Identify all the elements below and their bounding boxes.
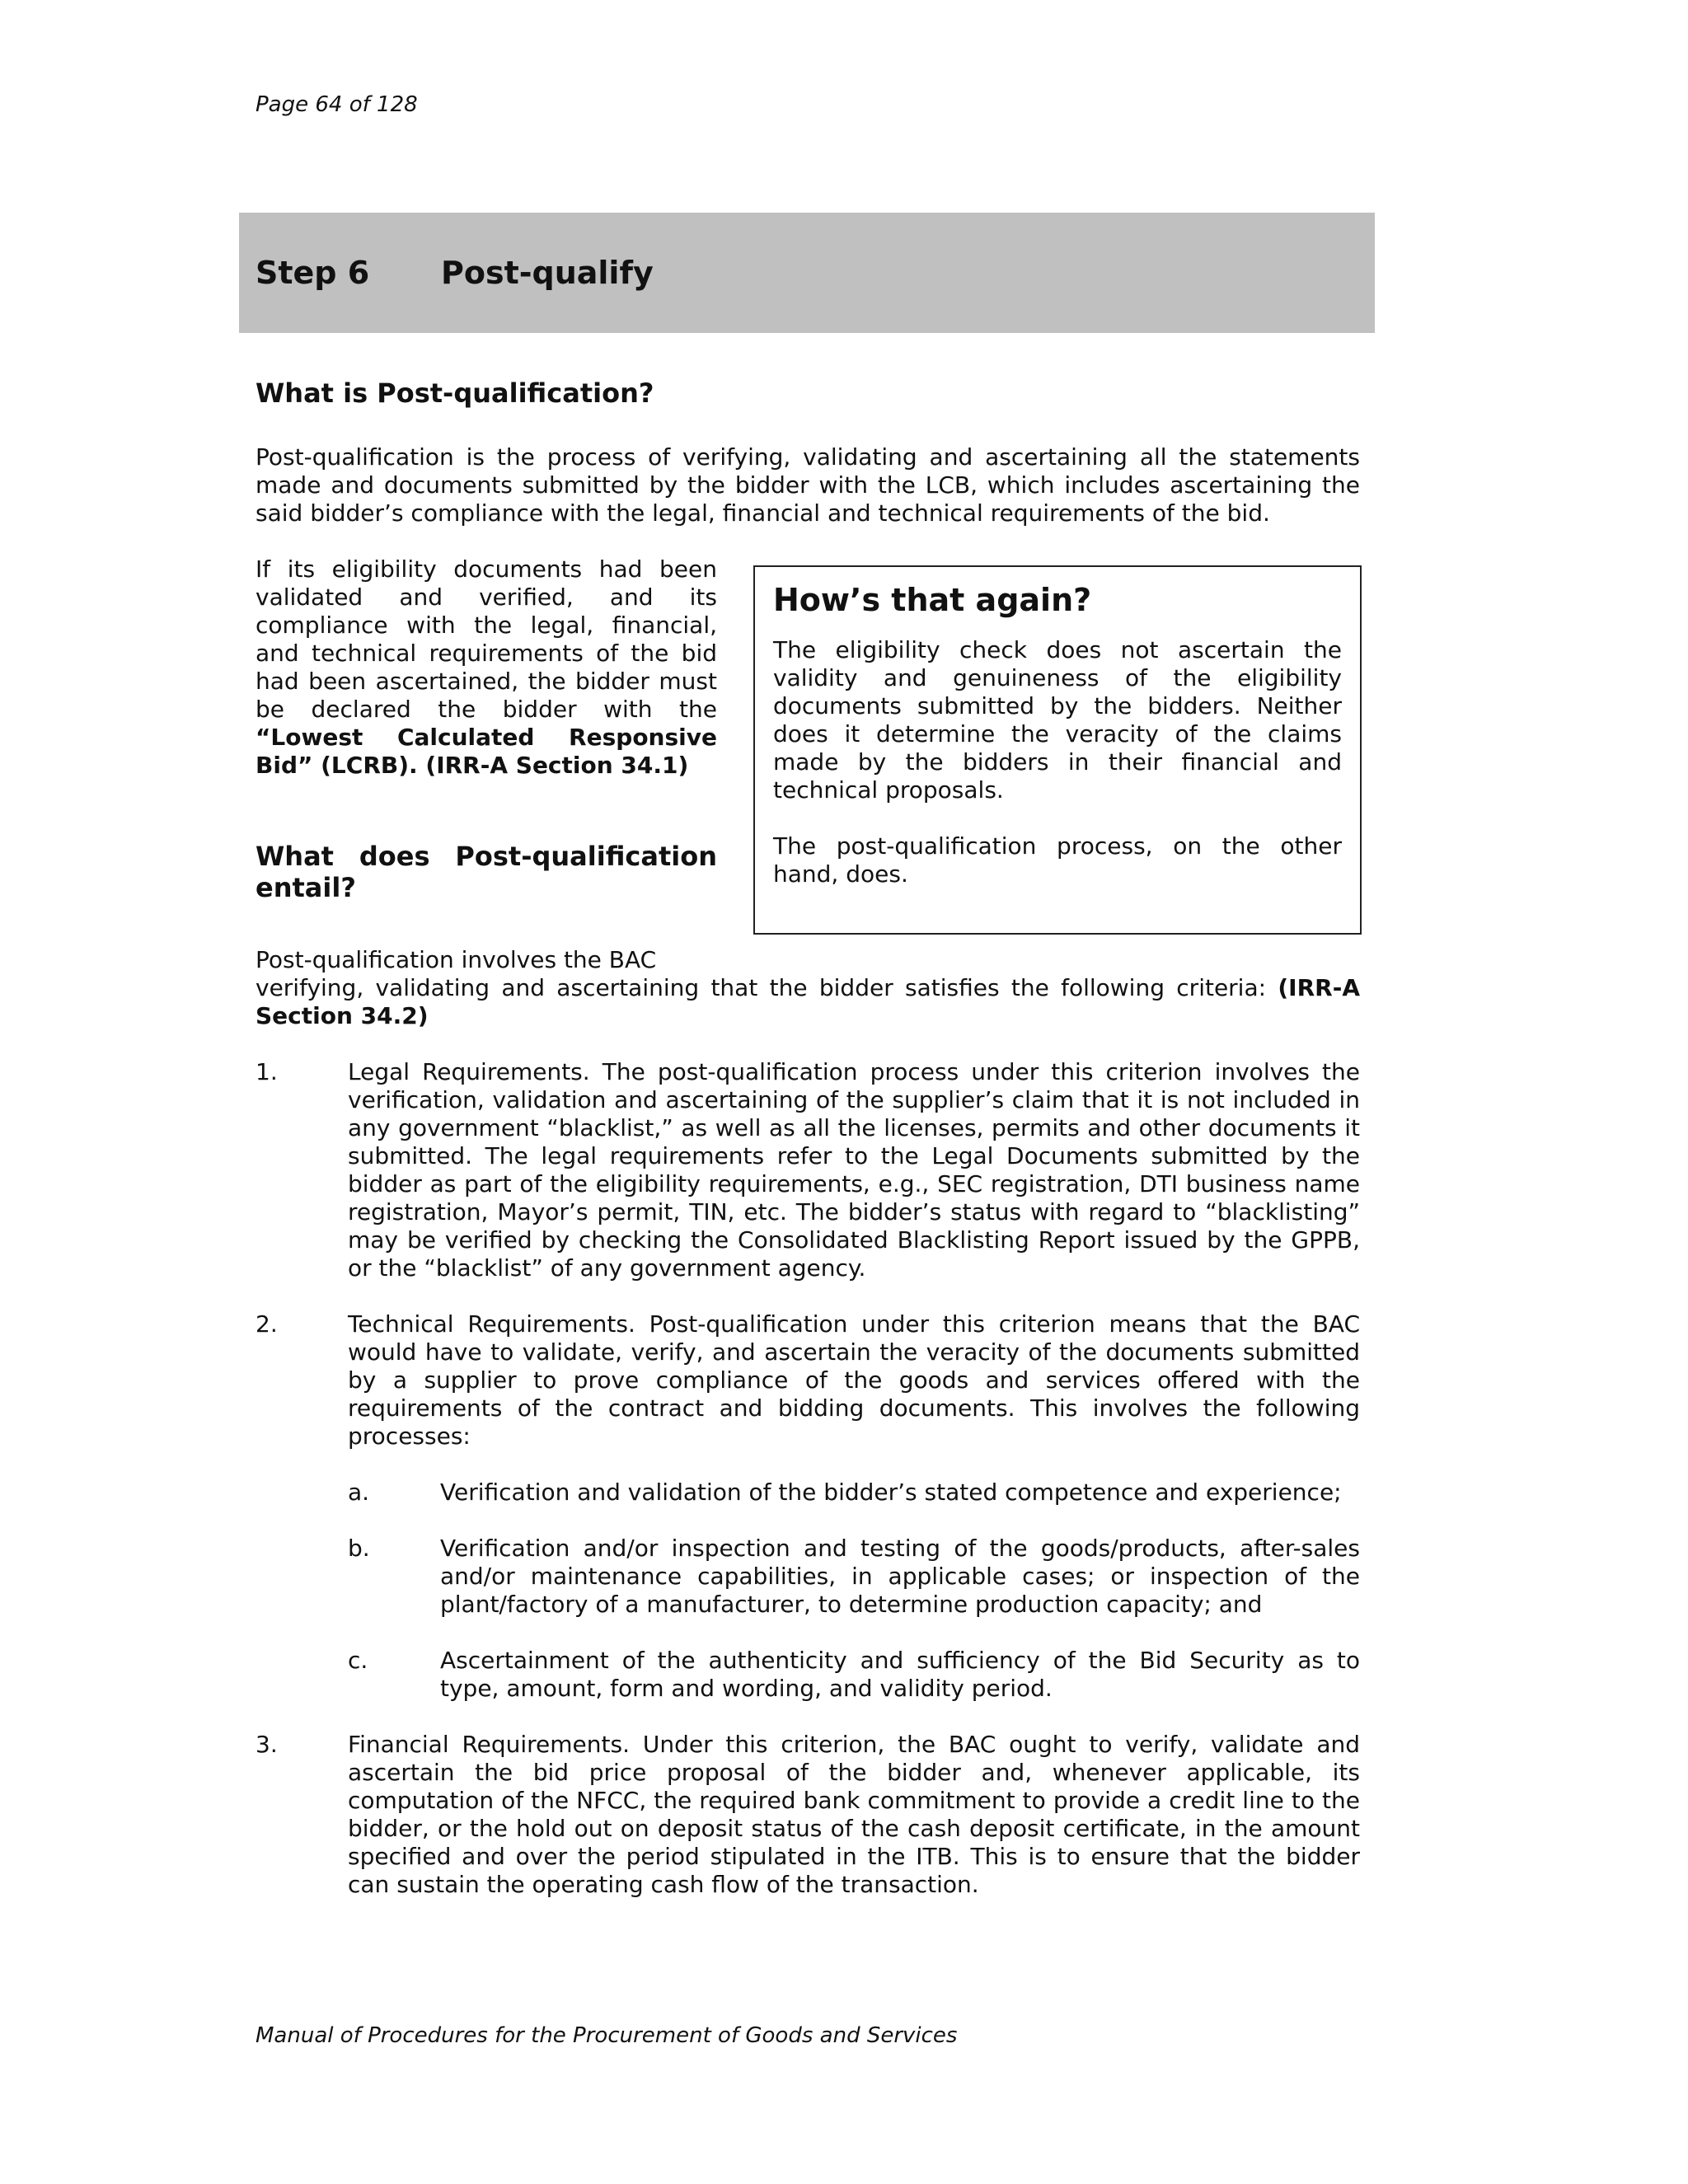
sub-list-item-text: Verification and validation of the bidder’s stated competence and experience; xyxy=(440,1479,1342,1506)
heading-what-is: What is Post-qualification? xyxy=(256,377,654,409)
list-item-number: 2. xyxy=(256,1310,278,1338)
sub-list-item-letter: a. xyxy=(348,1479,370,1506)
page-number: Page 64 of 128 xyxy=(256,92,418,117)
list-item-number: 3. xyxy=(256,1731,278,1758)
sub-list-item-text: Ascertainment of the authenticity and sufficiency of the Bid Security as to type, amount, form and wording, and validity period. xyxy=(440,1647,1360,1702)
list-item-number: 1. xyxy=(256,1058,278,1085)
sub-list-item xyxy=(348,1479,1360,1507)
list-item-text: Technical Requirements. Post-qualification under this criterion means that the BAC would have to validate, verify, and ascertain the veracity of the documents submitted by a supplier to prove compliance of the goods and services offered with the requirements of the contract and bidding documents. This involves the following processes: xyxy=(348,1310,1360,1450)
lcrb-bold: “Lowest Calculated Responsive Bid” (LCRB). (IRR-A Section 34.1) xyxy=(256,724,717,779)
list-item xyxy=(256,1058,1360,1282)
sub-list-item-letter: c. xyxy=(348,1647,368,1674)
sub-list-item-letter: b. xyxy=(348,1535,370,1562)
lcrb-text: If its eligibility documents had been validated and verified, and its compliance with the legal, financial, and technical requirements of the bid had been ascertained, the bidder must be declared the bidder with the xyxy=(256,555,717,723)
list-item xyxy=(256,1310,1360,1451)
intro-paragraph: Post-qualification is the process of verifying, validating and ascertaining all the statements made and documents submitted by the bidder with the LCB, which includes ascertaining the said bidder’s compliance with the legal, financial and technical requirements of the bid. xyxy=(256,443,1360,527)
callout-paragraph-1: The eligibility check does not ascertain the validity and genuineness of the eligibility documents submitted by the bidders. Neither does it determine the veracity of the claims made by the bidders in their financial and technical proposals. xyxy=(773,636,1342,804)
criteria-intro-line1: Post-qualification involves the BAC xyxy=(256,946,657,973)
criteria-intro-ref: (IRR-A Section 34.2) xyxy=(256,974,1360,1029)
callout-title: How’s that again? xyxy=(773,582,1092,618)
page-footer: Manual of Procedures for the Procurement of Goods and Services xyxy=(256,2023,958,2048)
list-item-text: Legal Requirements. The post-qualification process under this criterion involves the verification, validation and ascertaining of the supplier’s claim that it is not included in any government “blacklist,” as well as all the licenses, permits and other documents it submitted. The legal requirements refer to the Legal Documents submitted by the bidder as part of the eligibility requirements, e.g., SEC registration, DTI business name registration, Mayor’s permit, TIN, etc. The bidder’s status with regard to “blacklisting” may be verified by checking the Consolidated Blacklisting Report issued by the GPPB, or the “blacklist” of any government agency. xyxy=(348,1058,1360,1282)
sub-list-item xyxy=(348,1647,1360,1703)
sub-list-item xyxy=(348,1535,1360,1619)
callout-paragraph-2: The post-qualification process, on the other hand, does. xyxy=(773,832,1342,888)
step-title: Post-qualify xyxy=(441,255,654,291)
list-item xyxy=(256,1731,1360,1899)
lcrb-paragraph xyxy=(256,555,717,780)
list-item-text: Financial Requirements. Under this criterion, the BAC ought to verify, validate and ascertain the bid price proposal of the bidder and, whenever applicable, its computation of the NFCC, the required bank commitment to provide a credit line to the bidder, or the hold out on deposit status of the cash deposit certificate, in the amount specified and over the period stipulated in the ITB. This is to ensure that the bidder can sustain the operating cash flow of the transaction. xyxy=(348,1731,1360,1898)
criteria-intro-line2: verifying, validating and ascertaining that the bidder satisfies the following criteria: xyxy=(256,974,1278,1001)
callout-box xyxy=(753,565,1362,935)
step-banner xyxy=(239,213,1375,333)
step-label: Step 6 xyxy=(256,255,370,291)
heading-what-does: What does Post-qualification entail? xyxy=(256,841,717,903)
criteria-intro xyxy=(256,946,1360,1030)
sub-list-item-text: Verification and/or inspection and testing of the goods/products, after-sales and/or maintenance capabilities, in applicable cases; or inspection of the plant/factory of a manufacturer, to determine production capacity; and xyxy=(440,1535,1360,1618)
